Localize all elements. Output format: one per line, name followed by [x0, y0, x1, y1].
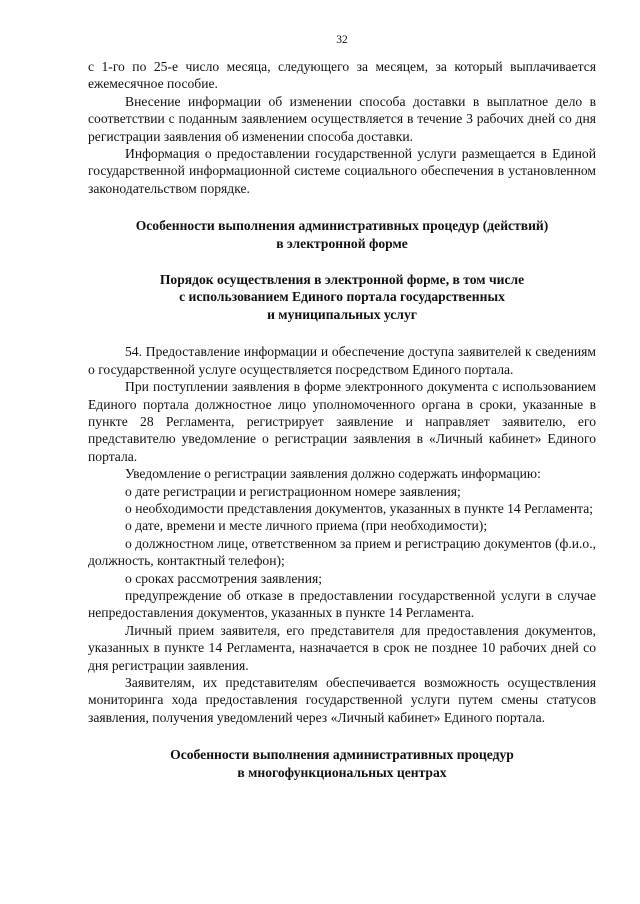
paragraph-registration: При поступлении заявления в форме электронного документа с использованием Единого портала должностное лицо уполномоченного органа в сроки, указанные в пункте 28 Регламента, регистрирует заявление и направляет заявителю, его представителю уведомление о регистрации заявления в «Личный кабинет» Единого портала.: [88, 379, 596, 464]
paragraph-item-54: 54. Предоставление информации и обеспечение доступа заявителей к сведениям о государственной услуге осуществляется посредством Единого портала.: [88, 344, 596, 377]
paragraph-notification-content: Уведомление о регистрации заявления должно содержать информацию:: [125, 466, 541, 482]
heading-line: Порядок осуществления в электронной форме, в том числе: [159, 272, 525, 288]
heading-line: Особенности выполнения административных процедур: [170, 747, 514, 763]
paragraph-personal-reception: Личный прием заявителя, его представителя для предоставления документов, указанных в пункте 14 Регламента, назначается в срок не позднее 10 рабочих дней со дня регистрации заявления.: [88, 622, 596, 673]
list-item: о дате регистрации и регистрационном номере заявления;: [125, 483, 461, 499]
list-item: о дате, времени и месте личного приема (при необходимости);: [125, 518, 488, 534]
list-item: о должностном лице, ответственном за прием и регистрацию документов (ф.и.о., должность, контактный телефон);: [88, 535, 596, 569]
section-heading-electronic: [88, 217, 596, 252]
section-heading-mfc: [88, 746, 596, 781]
paragraph-monitoring: Заявителям, их представителям обеспечивается возможность осуществления мониторинга хода предоставления государственной услуги путем смены статусов заявления, получения уведомлений через «Личный кабинет» Единого портала.: [88, 675, 596, 725]
paragraph-delivery-change: Внесение информации об изменении способа доставки в выплатное дело в соответствии с поданным заявлением осуществляется в течение 3 рабочих дней со дня регистрации заявления об изменении способа доставки.: [88, 93, 596, 144]
heading-line: и муниципальных услуг: [267, 306, 417, 322]
paragraph-service-info: Информация о предоставлении государственной услуги размещается в Единой государственной информационной системе социального обеспечения в установленном законодательством порядке.: [88, 146, 596, 196]
paragraph-continuation: с 1-го по 25-е число месяца, следующего за месяцем, за который выплачивается ежемесячное пособие.: [88, 59, 596, 92]
list-item: о сроках рассмотрения заявления;: [125, 570, 322, 586]
heading-line: в электронной форме: [276, 235, 408, 251]
page-number: 32: [336, 34, 348, 46]
heading-line: с использованием Единого портала государственных: [179, 289, 505, 305]
list-item: о необходимости представления документов, указанных в пункте 14 Регламента;: [125, 500, 594, 516]
document-body: [88, 58, 596, 781]
heading-line: Особенности выполнения административных процедур (действий): [135, 218, 549, 234]
heading-line: в многофункциональных центрах: [237, 764, 447, 780]
subsection-heading-portal: [88, 271, 596, 323]
list-item: предупреждение об отказе в предоставлении государственной услуги в случае непредоставления документов, указанных в пункте 14 Регламента.: [88, 587, 596, 621]
